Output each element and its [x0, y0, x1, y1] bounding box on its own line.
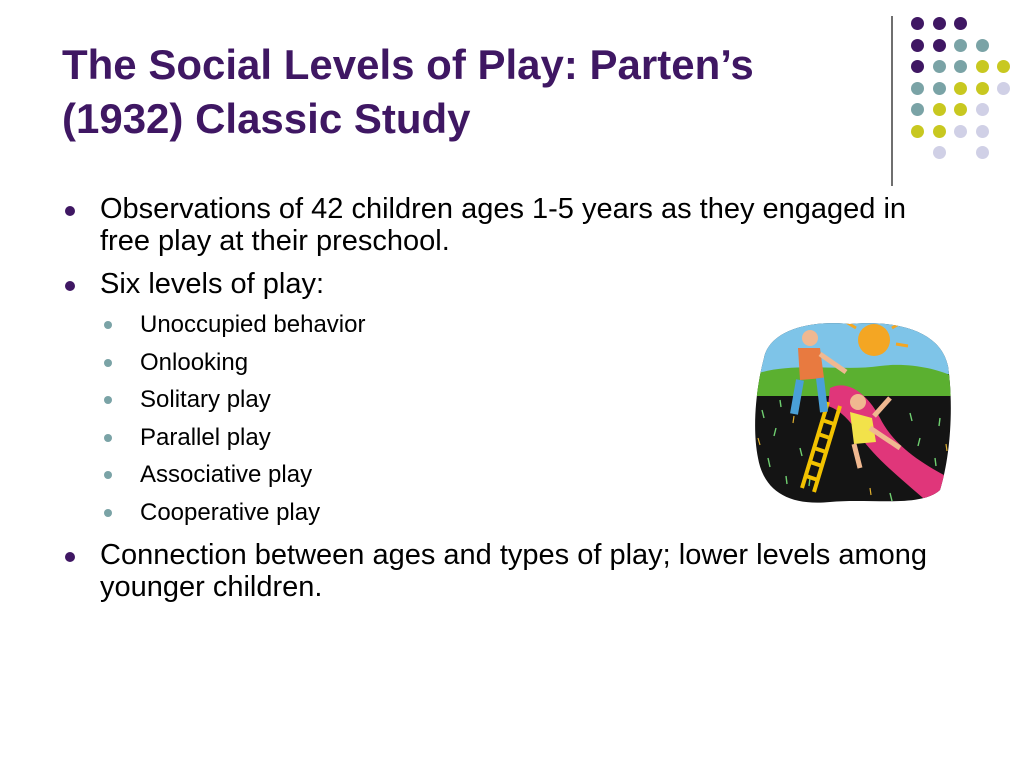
decorative-dot	[933, 82, 946, 95]
decorative-dot	[954, 17, 967, 30]
decorative-dot	[976, 39, 989, 52]
decorative-dot	[954, 125, 967, 138]
decorative-dot	[954, 60, 967, 73]
decorative-dot	[911, 39, 924, 52]
decorative-dot	[954, 82, 967, 95]
decorative-dot	[911, 103, 924, 116]
decorative-dot	[911, 82, 924, 95]
decorative-dot	[954, 39, 967, 52]
bullet-icon	[65, 206, 75, 216]
decorative-dot	[911, 60, 924, 73]
decorative-dot	[933, 103, 946, 116]
bullet-text: Six levels of play:	[100, 268, 325, 300]
decorative-dot	[933, 146, 946, 159]
sub-bullet-text: Parallel play	[140, 423, 271, 451]
decorative-dot	[997, 60, 1010, 73]
bullet-item-connection	[62, 539, 962, 603]
children-playing-on-slide-clipart-icon	[750, 318, 952, 504]
bullet-icon	[65, 552, 75, 562]
sub-bullet-icon	[104, 321, 112, 329]
decorative-dot	[911, 17, 924, 30]
decorative-dot-grid	[0, 0, 1024, 200]
sub-bullet-icon	[104, 396, 112, 404]
decorative-dot	[976, 125, 989, 138]
decorative-dot	[911, 125, 924, 138]
slide-title-line-1: The Social Levels of Play: Parten’s	[62, 41, 754, 88]
decorative-dot	[976, 82, 989, 95]
decorative-dot	[976, 60, 989, 73]
decorative-dot	[997, 82, 1010, 95]
bullet-item-observations	[62, 193, 962, 257]
decorative-dot	[933, 39, 946, 52]
sub-bullet-text: Solitary play	[140, 386, 271, 413]
decorative-dot	[976, 103, 989, 116]
sub-bullet-text: Associative play	[140, 461, 313, 488]
sub-bullet-text: Unoccupied behavior	[140, 311, 366, 338]
decorative-dot	[933, 125, 946, 138]
sub-bullet-icon	[104, 359, 112, 367]
sub-bullet-text: Cooperative play	[140, 498, 321, 526]
bullet-text: Connection between ages and types of play; lower levels among younger children.	[100, 538, 928, 603]
sub-bullet-text: Onlooking	[140, 348, 249, 376]
bullet-item-six-levels	[62, 268, 962, 300]
decorative-dot	[933, 60, 946, 73]
sub-bullet-icon	[104, 434, 112, 442]
decorative-dot	[976, 146, 989, 159]
sub-bullet-icon	[104, 471, 112, 479]
slide-title-line-2: (1932) Classic Study	[62, 95, 471, 142]
sub-bullet-icon	[104, 509, 112, 517]
decorative-dot	[954, 103, 967, 116]
bullet-icon	[65, 281, 75, 291]
bullet-text: Observations of 42 children ages 1-5 years as they engaged in free play at their preschool.	[100, 193, 907, 257]
decorative-dot	[933, 17, 946, 30]
